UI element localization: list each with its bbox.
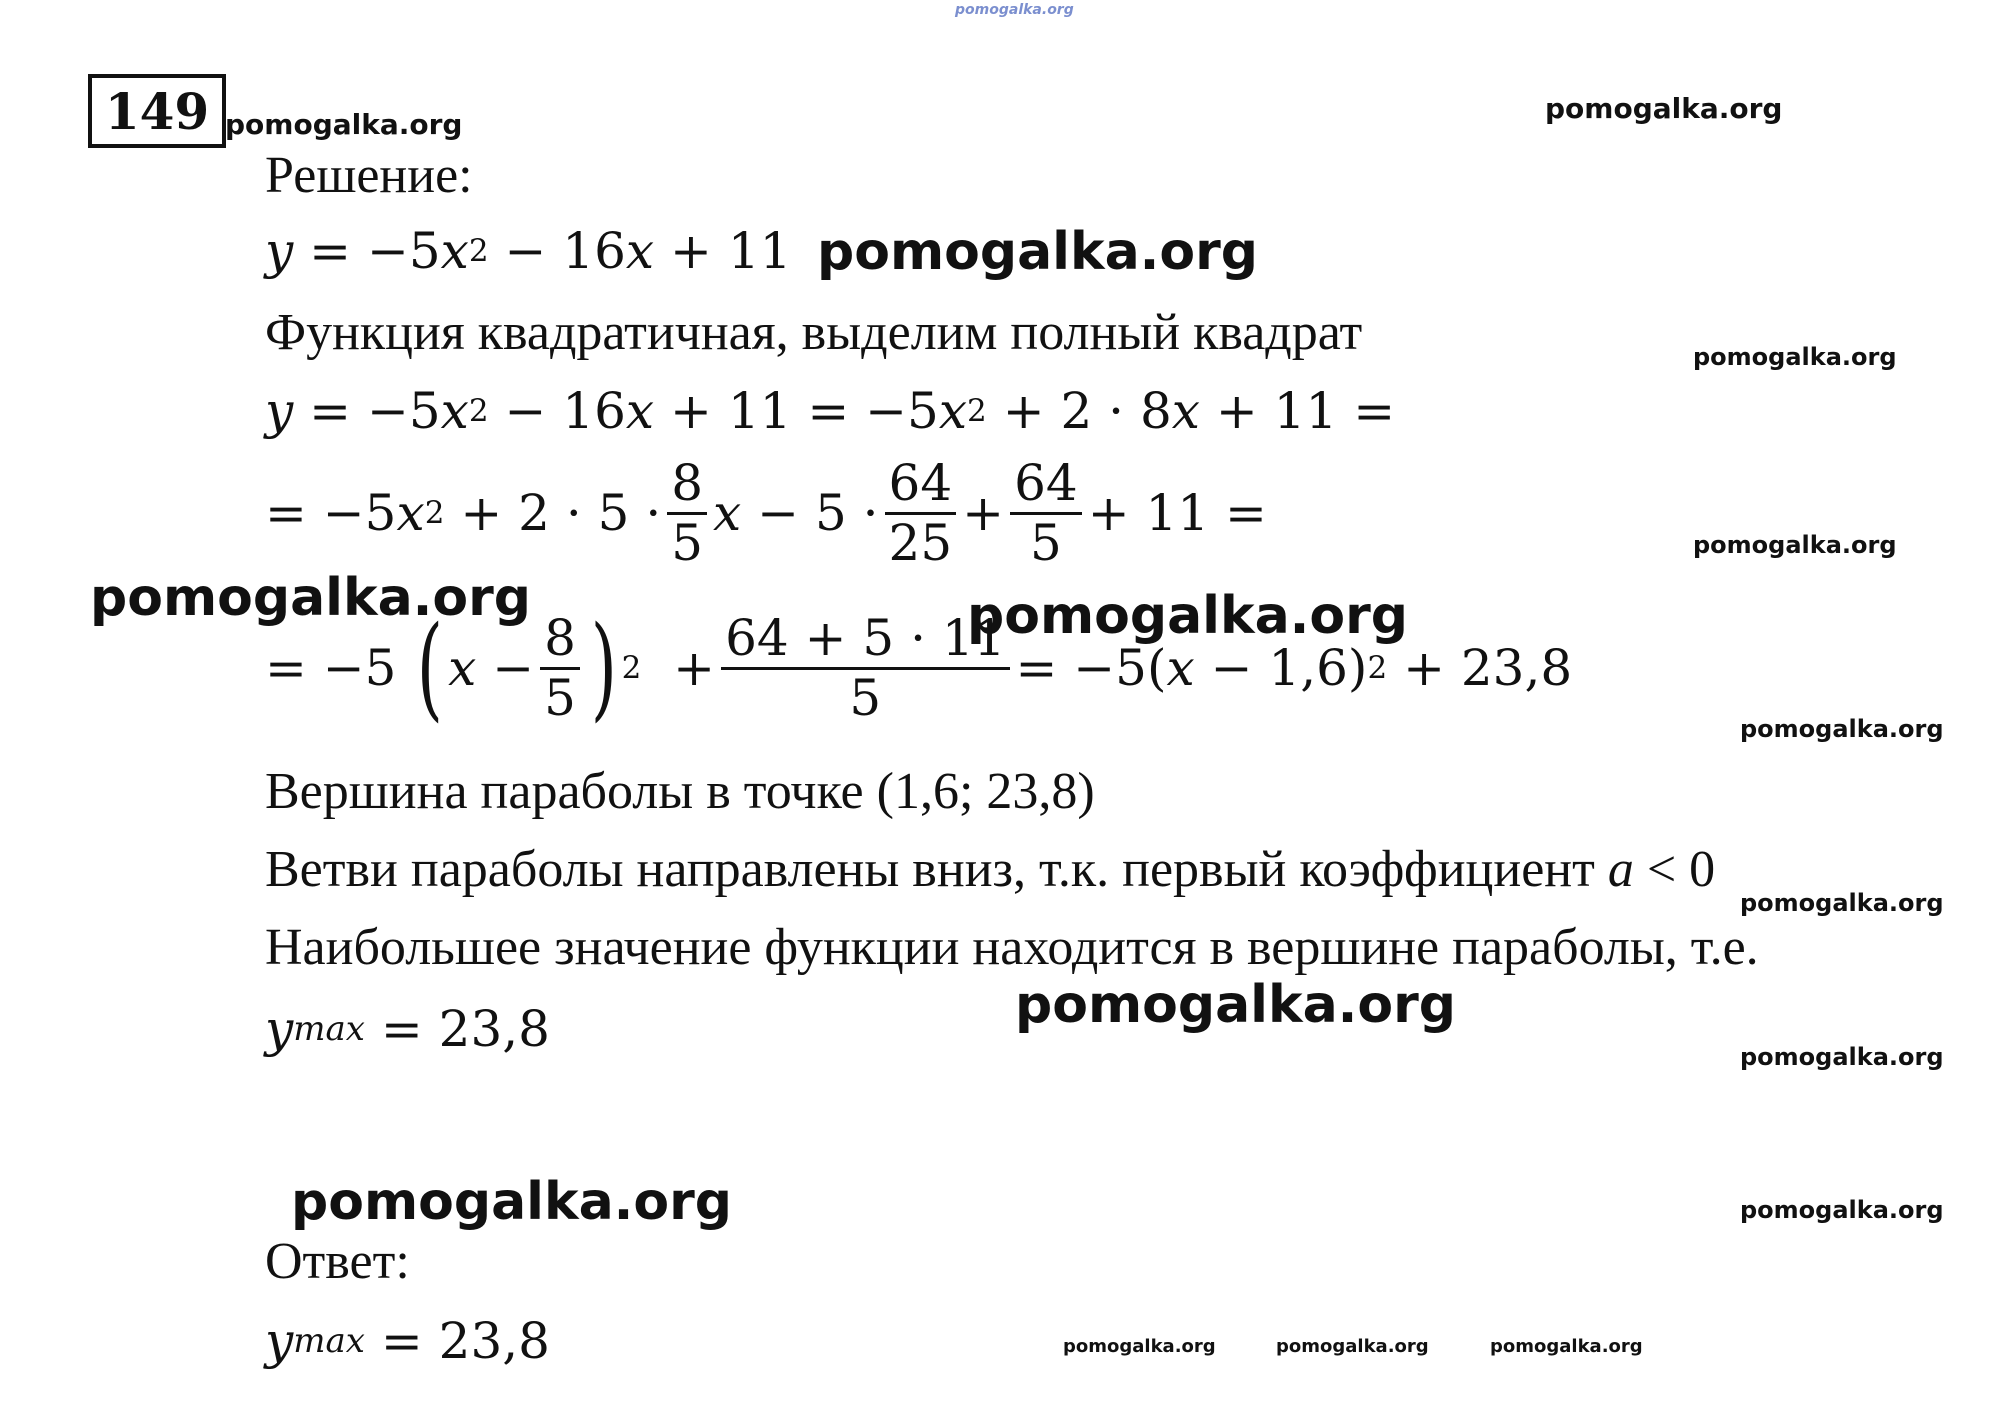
watermark: pomogalka.org <box>1015 975 1457 1035</box>
watermark: pomogalka.org <box>1740 1196 1944 1224</box>
watermark: pomogalka.org <box>291 1172 733 1232</box>
equation-step-3: = −5 ( x − $\frac{8}{5}$ ) 2 + $\frac{64 + 5 \cdot 11}{5}$ = −5( x − 1,6) 2 + 23,8 <box>265 603 1573 733</box>
intro-text: Функция квадратичная, выделим полный квадрат <box>265 304 1363 361</box>
watermark: pomogalka.org <box>225 108 463 141</box>
watermark: pomogalka.org <box>1740 1043 1944 1071</box>
vertex-text: Вершина параболы в точке (1,6; 23,8) <box>265 763 1095 820</box>
fraction: $\frac{64 + 5 \cdot 11}{5}$ <box>721 612 1009 724</box>
branches-text: Ветви параболы направлены вниз, т.к. первый коэффициент a < 0 <box>265 841 1716 898</box>
equation-step-1: y = −5 x 2 − 16 x + 11 = −5 x 2 + 2 · 8 x + 11 = <box>265 382 1396 440</box>
watermark: pomogalka.org <box>1063 1336 1216 1357</box>
watermark: pomogalka.org <box>1693 531 1897 559</box>
solution-label: Решение: <box>265 147 473 204</box>
watermark: pomogalka.org <box>1740 715 1944 743</box>
fraction: $\frac{8}{5}$ <box>667 457 707 569</box>
answer-value: y max = 23,8 <box>265 1312 550 1370</box>
max-text: Наибольшее значение функции находится в вершине параболы, т.е. <box>265 919 1759 976</box>
answer-label: Ответ: <box>265 1233 410 1290</box>
watermark: pomogalka.org <box>1740 889 1944 917</box>
watermark: pomogalka.org <box>1276 1336 1429 1357</box>
ymax-result: y max = 23,8 <box>265 1000 550 1058</box>
fraction: $\frac{8}{5}$ <box>540 612 580 724</box>
watermark: pomogalka.org <box>1545 92 1783 125</box>
watermark: pomogalka.org <box>817 222 1259 282</box>
given-equation: y = −5 x 2 − 16 x + 11 <box>265 222 792 280</box>
watermark: pomogalka.org <box>1490 1336 1643 1357</box>
equation-step-2: = −5 x 2 + 2 · 5 · $\frac{8}{5}$ x − 5 · $\frac{64}{25}$ + $\frac{64}{5}$ + 11 = <box>265 454 1267 572</box>
watermark: pomogalka.org <box>967 586 1409 646</box>
problem-number: 149 <box>88 74 226 148</box>
watermark: pomogalka.org <box>90 568 532 628</box>
fraction: $\frac{64}{5}$ <box>1010 457 1082 569</box>
watermark: pomogalka.org <box>1693 343 1897 371</box>
fraction: $\frac{64}{25}$ <box>885 457 957 569</box>
watermark-top: pomogalka.org <box>955 2 1074 18</box>
